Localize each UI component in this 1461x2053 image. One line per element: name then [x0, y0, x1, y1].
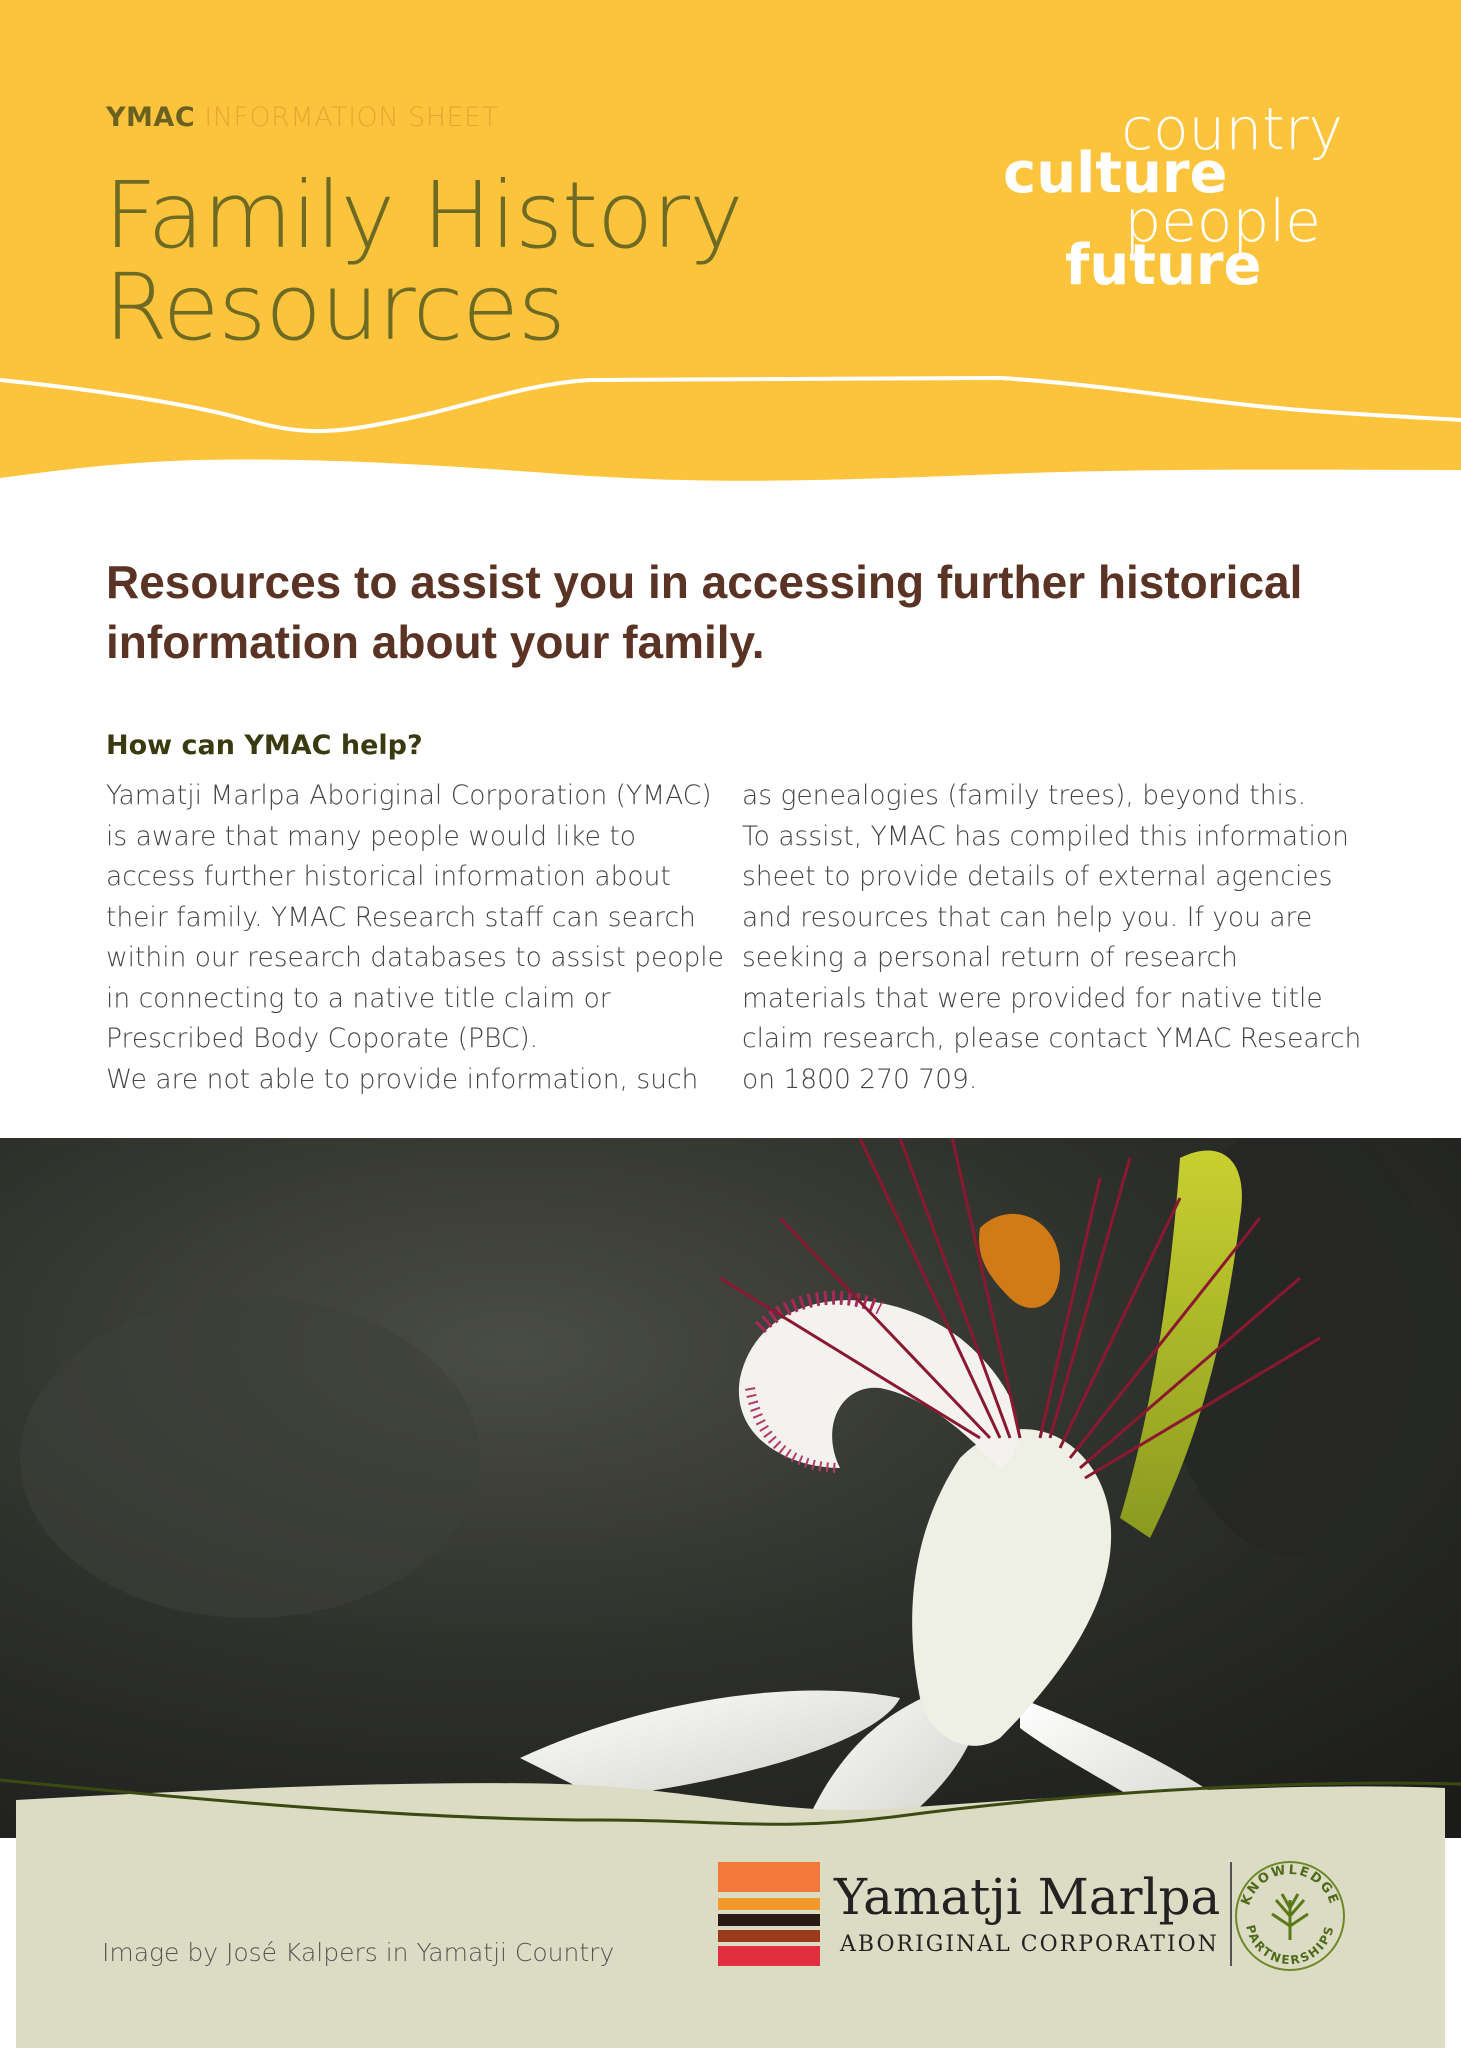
title-line-2: Resources	[104, 254, 565, 361]
tagline-culture: culture	[1003, 141, 1228, 206]
logo-bars-icon	[718, 1862, 820, 1966]
body-paragraph: We are not able to provide information, such	[106, 1063, 699, 1095]
document-eyebrow	[106, 102, 499, 133]
section-subheading: How can YMAC help?	[106, 730, 423, 761]
logo-name: Yamatji Marlpa	[834, 1868, 1221, 1926]
body-paragraph: To assist, YMAC has compiled this information sheet to provide details of external agencies and resources that can help you. If you are seeking a personal return of research materials that were provided for native title claim research, please contact YMAC Research on 1800 270 709.	[742, 820, 1362, 1095]
header-band	[0, 0, 1461, 490]
tagline-people: people	[1124, 187, 1321, 255]
knowledge-partnerships-badge	[1230, 1856, 1350, 1976]
eyebrow-label: INFORMATION SHEET	[204, 102, 499, 133]
lead-heading: Resources to assist you in accessing further historical information about your family.	[106, 556, 1303, 668]
body-column-left	[106, 776, 726, 1100]
tagline-future: future	[1065, 233, 1262, 298]
page-title	[104, 162, 743, 361]
logo-subtitle: ABORIGINAL CORPORATION	[840, 1932, 1219, 1957]
eyebrow-brand: YMAC	[106, 102, 196, 133]
badge-bottom-text: PARTNERSHIPS	[1243, 1923, 1337, 1968]
body-paragraph: Yamatji Marlpa Aboriginal Corporation (YMAC) is aware that many people would like to access further historical information about their family. YMAC Research staff can search within our research databases to assist people in connecting to a native title claim or Prescribed Body Coporate (PBC).	[106, 780, 724, 1054]
badge-seal-icon	[1230, 1856, 1350, 1976]
body-paragraph: as genealogies (family trees), beyond this.	[742, 780, 1307, 811]
tagline	[1003, 95, 1343, 300]
body-column-right	[742, 776, 1362, 1100]
title-line-1: Family History	[104, 162, 743, 269]
badge-top-text: KNOWLEDGE	[1238, 1862, 1342, 1908]
orchid-photo	[0, 1138, 1461, 1838]
photo-credit: Image by José Kalpers in Yamatji Country	[102, 1938, 615, 1967]
tagline-country: country	[1121, 95, 1343, 163]
orchid-illustration	[0, 1138, 1461, 1838]
